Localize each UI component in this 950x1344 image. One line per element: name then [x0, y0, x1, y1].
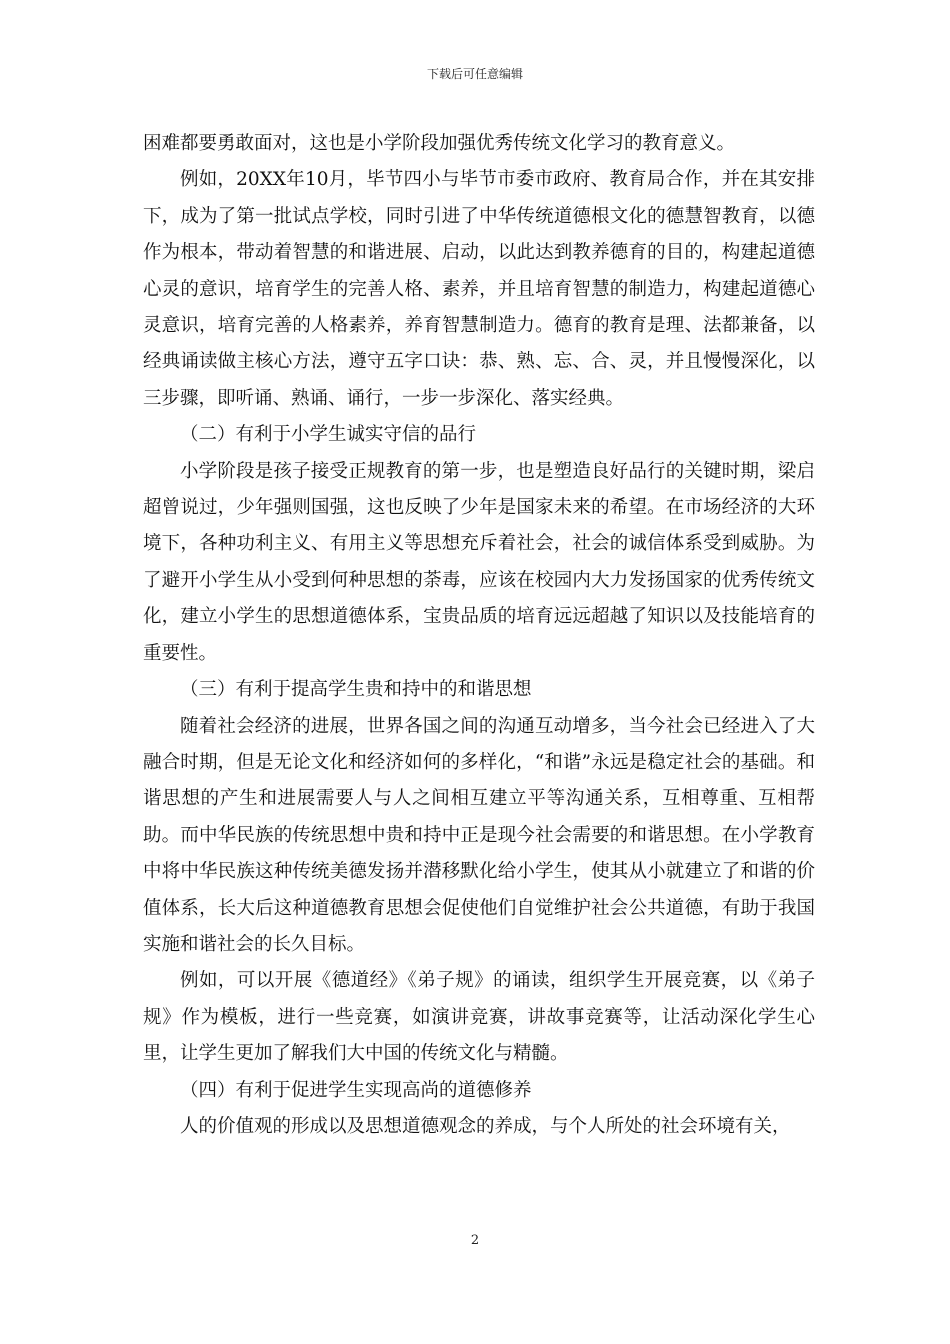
section-heading-4: （四）有利于促进学生实现高尚的道德修养 [180, 1079, 532, 1101]
section-heading-3: （三）有利于提高学生贵和持中的和谐思想 [180, 679, 532, 701]
paragraph-honesty: 小学阶段是孩子接受正规教育的第一步，也是塑造良好品行的关键时期，梁启超曾说过，少年强则国强，这也反映了少年是国家未来的希望。在市场经济的大环境下，各种功利主义、有用主义等思想充斥着社会，社会的诚信体系受到威胁。为了避开小学生从小受到何种思想的荼毒，应该在校园内大力发扬国家的优秀传统文化，建立小学生的思想道德体系，宝贵品质的培育远远超越了知识以及技能培育的重要性。 [143, 460, 815, 664]
document-body [143, 126, 815, 1145]
paragraph-continuation: 困难都要勇敢面对，这也是小学阶段加强优秀传统文化学习的教育意义。 [143, 133, 736, 154]
paragraph-values: 人的价值观的形成以及思想道德观念的养成，与个人所处的社会环境有关， [180, 1115, 791, 1137]
paragraph-example-pilot-school: 例如，20XX年10月，毕节四小与毕节市委市政府、教育局合作，并在其安排下，成为了第一批试点学校，同时引进了中华传统道德根文化的德慧智教育，以德作为根本，带动着智慧的和谐进展、启动，以此达到教养德育的目的，构建起道德心灵的意识，培育学生的完善人格、素养，并且培育智慧的制造力，构建起道德心灵意识，培育完善的人格素养，养育智慧制造力。德育的教育是理、法都兼备，以经典诵读做主核心方法，遵守五字口诀：恭、熟、忘、合、灵，并且慢慢深化，以三步骤，即听诵、熟诵、诵行，一步一步深化、落实经典。 [143, 169, 815, 409]
section-heading-2: （二）有利于小学生诚实守信的品行 [180, 424, 477, 446]
paragraph-example-recitation: 例如，可以开展《德道经》《弟子规》的诵读，组织学生开展竞赛，以《弟子规》作为模板，进行一些竞赛，如演讲竞赛，讲故事竞赛等，让活动深化学生心里，让学生更加了解我们大中国的传统文化与精髓。 [143, 970, 815, 1065]
page-number: 2 [470, 1233, 480, 1248]
paragraph-harmony: 随着社会经济的进展，世界各国之间的沟通互动增多，当今社会已经进入了大融合时期，但是无论文化和经济如何的多样化，“和谐”永远是稳定社会的基础。和谐思想的产生和进展需要人与人之间相互建立平等沟通关系，互相尊重、互相帮助。而中华民族的传统思想中贵和持中正是现今社会需要的和谐思想。在小学教育中将中华民族这种传统美德发扬并潜移默化给小学生，使其从小就建立了和谐的价值体系，长大后这种道德教育思想会促使他们自觉维护社会公共道德，有助于我国实施和谐社会的长久目标。 [143, 715, 815, 955]
page-header: 下载后可任意编辑 [426, 67, 523, 81]
